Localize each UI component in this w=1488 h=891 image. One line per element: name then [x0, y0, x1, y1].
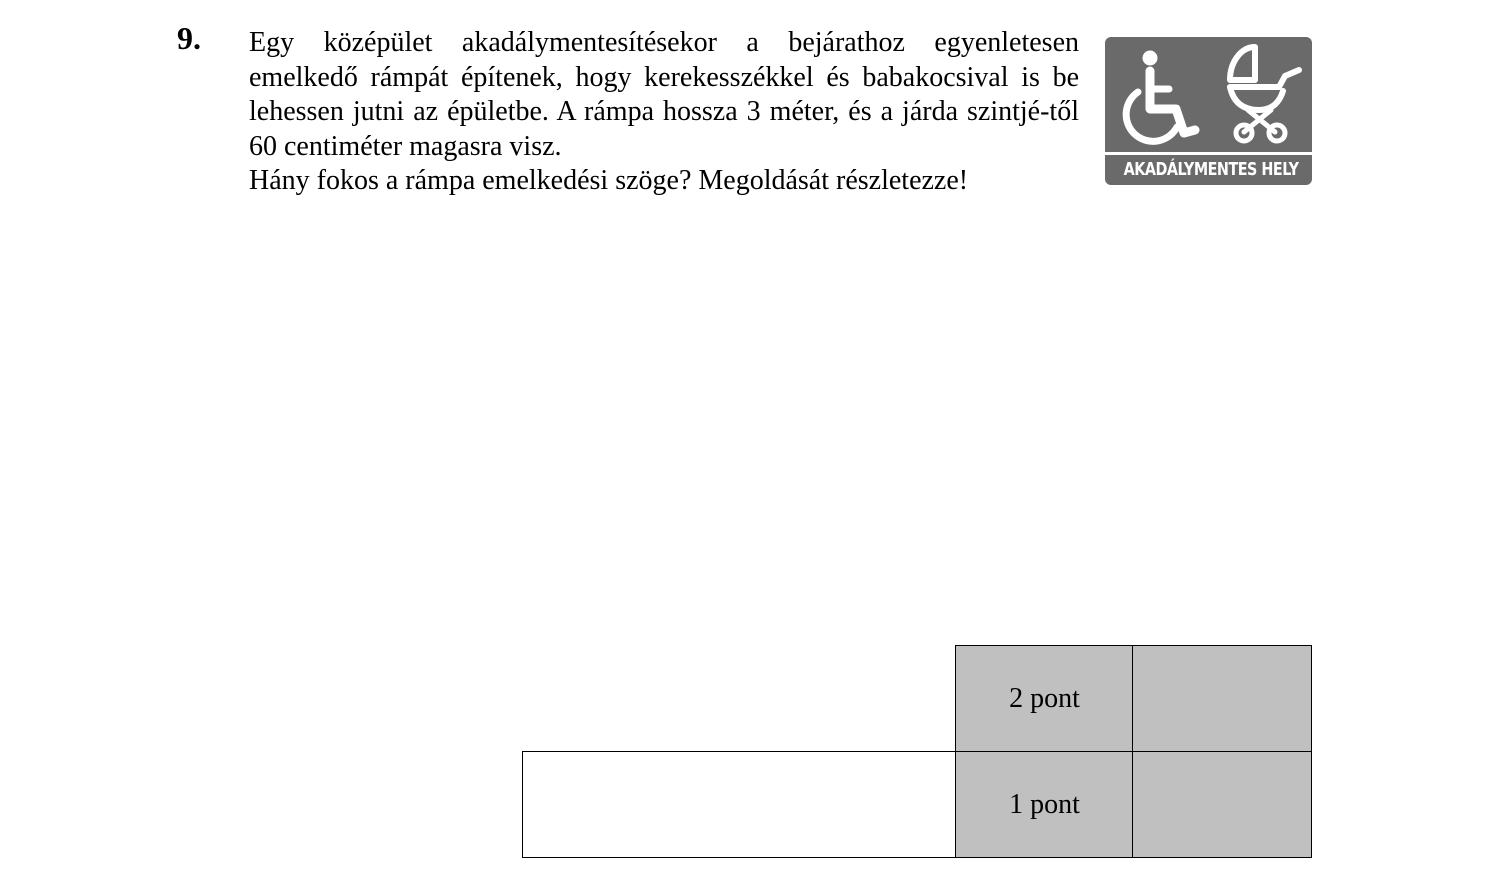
sign-label: AKADÁLYMENTES HELY: [1123, 160, 1299, 180]
score-input-cell[interactable]: [1132, 645, 1312, 753]
problem-paragraph: Egy középület akadálymentesítésekor a bejárathoz egyenletesen emelkedő rámpát építenek, hogy kerekesszékkel és babakocsival is be lehessen jutni az épületbe. A rámpa hossza 3 méter, és a járda szintjé-től 60 centiméter magasra visz.: [249, 27, 1079, 162]
baby-stroller-icon: [1230, 47, 1299, 141]
sign-icons: [1105, 37, 1312, 152]
points-cell: [955, 751, 1134, 858]
problem-number: 9.: [177, 20, 201, 56]
score-table: [522, 645, 1312, 858]
wheelchair-icon: [1126, 51, 1195, 142]
answer-box[interactable]: [522, 751, 957, 858]
sign-divider: [1105, 152, 1312, 155]
problem-text: [249, 26, 1079, 199]
points-cell: [955, 645, 1134, 753]
accessibility-sign: [1105, 37, 1312, 185]
points-label: 1 pont: [1009, 788, 1080, 820]
score-input-cell[interactable]: [1132, 751, 1312, 858]
problem-question: Hány fokos a rámpa emelkedési szöge? Megoldását részletezze!: [249, 165, 969, 196]
points-label: 2 pont: [1009, 683, 1080, 714]
